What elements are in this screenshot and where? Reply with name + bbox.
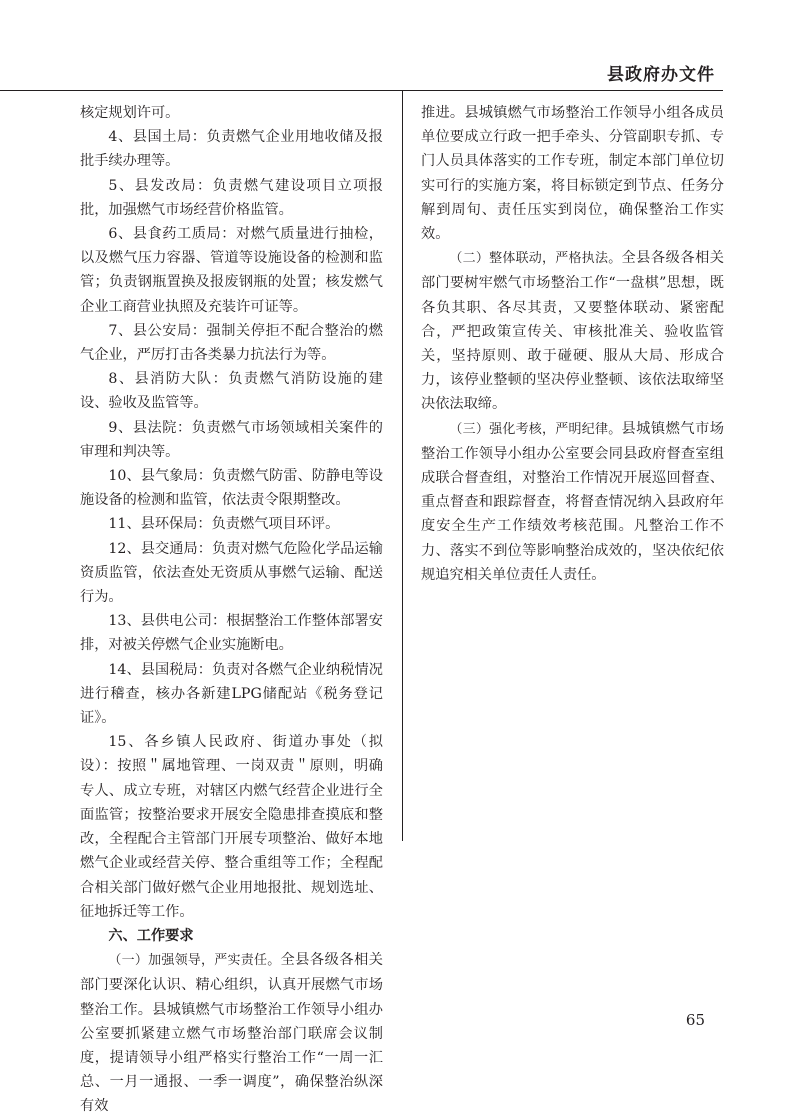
left-column bbox=[80, 101, 383, 1119]
header-rule bbox=[0, 90, 723, 91]
duty-item-4: 4、县国土局：负责燃气企业用地收储及报批手续办理等。 bbox=[80, 129, 383, 170]
duty-item-10: 10、县气象局：负责燃气防雷、防静电等设施设备的检测和监管，依法责令限期整改。 bbox=[80, 468, 383, 509]
duty-item-5: 5、县发改局：负责燃气建设项目立项报批，加强燃气市场经营价格监管。 bbox=[80, 177, 383, 218]
duty-item-9: 9、县法院：负责燃气市场领域相关案件的审理和判决等。 bbox=[80, 419, 383, 460]
subsection-1-paragraph bbox=[80, 948, 383, 1118]
running-header-title: 县政府办文件 bbox=[607, 65, 715, 85]
section-heading-work-requirements: 六、工作要求 bbox=[108, 927, 194, 944]
subsection-3-paragraph bbox=[421, 417, 724, 587]
duty-item-8: 8、县消防大队：负责燃气消防设施的建设、验收及监管等。 bbox=[80, 371, 383, 412]
column-divider bbox=[402, 91, 403, 841]
duty-item-14: 14、县国税局：负责对各燃气企业纳税情况进行稽查，核办各新建LPG储配站《税务登记证》。 bbox=[80, 661, 383, 727]
right-continuation: 推进。县城镇燃气市场整治工作领导小组各成员单位要成立行政一把手牵头、分管副职专抓、专门人员具体落实的工作专班，制定本部门单位切实可行的实施方案，将目标锁定到节点、任务分解到周旬、责任压实到岗位，确保整治工作实效。 bbox=[421, 105, 724, 243]
duty-item-6: 6、县食药工质局：对燃气质量进行抽检，以及燃气压力容器、管道等设施设备的检测和监管；负责钢瓶置换及报废钢瓶的处置；核发燃气企业工商营业执照及充装许可证等。 bbox=[80, 226, 383, 315]
subsection-3-label: （三）强化考核，严明纪律。 bbox=[449, 421, 622, 437]
duty-item-15: 15、各乡镇人民政府、街道办事处（拟设）：按照＂属地管理、一岗双责＂原则，明确专人、成立专班，对辖区内燃气经营企业进行全面监管；按整治要求开展安全隐患排查摸底和整改，全程配合主管部门开展专项整治、做好本地燃气企业或经营关停、整合重组等工作；全程配合相关部门做好燃气企业用地报批、规划选址、征地拆迁等工作。 bbox=[80, 734, 383, 920]
subsection-1-text: 全县各级各相关部门要深化认识、精心组织，认真开展燃气市场整治工作。县城镇燃气市场整治工作领导小组办公室要抓紧建立燃气市场整治部门联席会议制度，提请领导小组严格实行整治工作“一周一汇总、一月一通报、一季一调度”，确保整治纵深有效 bbox=[80, 952, 383, 1115]
subsection-2-text: 全县各级各相关部门要树牢燃气市场整治工作“一盘棋”思想，既各负其职、各尽其责，又要整体联动、紧密配合，严把政策宣传关、审核批准关、验收监管关，坚持原则、敢于碰硬、服从大局、形成合力，该停业整顿的坚决停业整顿、该依法取缔坚决依法取缔。 bbox=[421, 250, 724, 413]
duty-item-13: 13、县供电公司：根据整治工作整体部署安排，对被关停燃气企业实施断电。 bbox=[80, 613, 383, 654]
duty-item-12: 12、县交通局：负责对燃气危险化学品运输资质监管，依法查处无资质从事燃气运输、配送行为。 bbox=[80, 540, 383, 606]
right-column bbox=[421, 101, 724, 587]
left-continuation: 核定规划许可。 bbox=[80, 105, 180, 121]
subsection-3-text: 县城镇燃气市场整治工作领导小组办公室要会同县政府督查室组成联合督查组，对整治工作情况开展巡回督查、重点督查和跟踪督查，将督查情况纳入县政府年度安全生产工作绩效考核范围。凡整治工作不力、落实不到位等影响整治成效的，坚决依纪依规追究相关单位责任人责任。 bbox=[421, 420, 724, 583]
subsection-1-label: （一）加强领导，严实责任。 bbox=[108, 953, 281, 969]
page-number: 65 bbox=[685, 1011, 705, 1029]
duty-item-11: 11、县环保局：负责燃气项目环评。 bbox=[108, 516, 340, 533]
subsection-2-paragraph bbox=[421, 246, 724, 416]
duty-item-7: 7、县公安局：强制关停拒不配合整治的燃气企业，严厉打击各类暴力抗法行为等。 bbox=[80, 322, 383, 364]
subsection-2-label: （二）整体联动，严格执法。 bbox=[449, 251, 622, 267]
